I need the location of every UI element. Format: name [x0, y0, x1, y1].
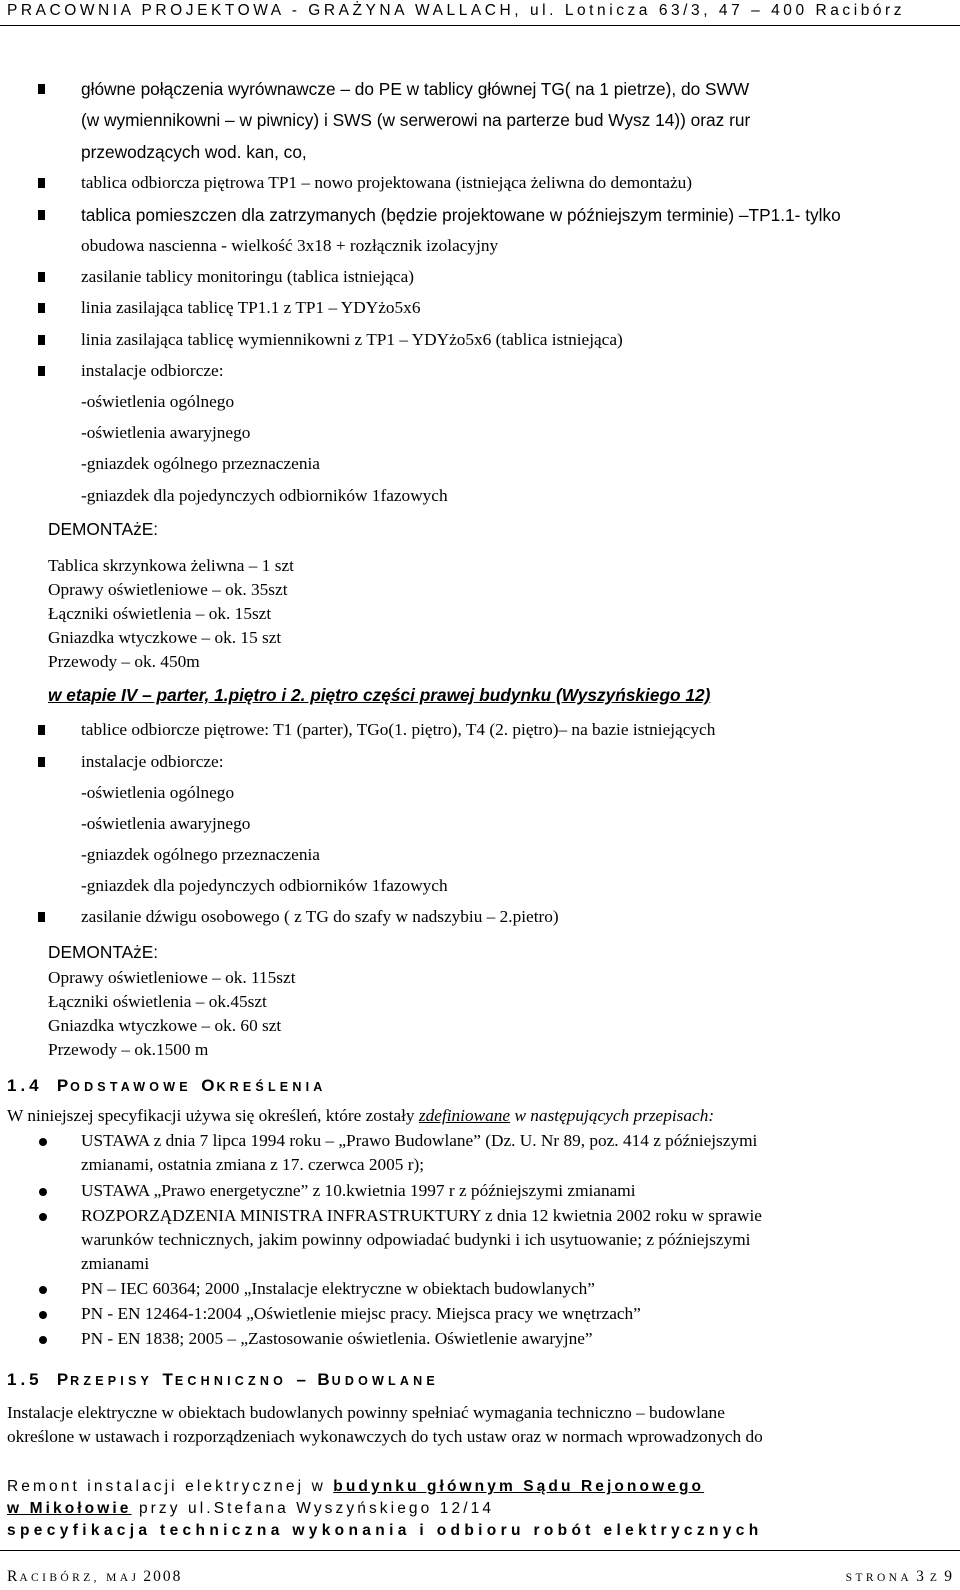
demontaz-title: DEMONTAżE:: [48, 942, 159, 962]
bullet-dot-icon: [39, 1213, 47, 1221]
bullet-dot-icon: [39, 1286, 47, 1294]
regulation-item: zmianami, ostatnia zmiana z 17. czerwca 2005 r);: [81, 1155, 425, 1174]
stage-heading: w etapie IV – parter, 1.piętro i 2. piętro części prawej budynku (Wyszyńskiego 12): [48, 685, 711, 705]
demontaz-item: Gniazdka wtyczkowe – ok. 15 szt: [48, 628, 282, 647]
bullet-dot-icon: [39, 1336, 47, 1344]
section-heading-1-4: 1.4 PODSTAWOWE OKREŚLENIA: [7, 1076, 327, 1095]
demontaz-item: Oprawy oświetleniowe – ok. 115szt: [48, 968, 296, 987]
demontaz-item: Przewody – ok. 450m: [48, 652, 200, 671]
bullet-dot-icon: [39, 1311, 47, 1319]
text-line: tablica pomieszczen dla zatrzymanych (będzie projektowane w późniejszym terminie) –TP1.1- tylko: [81, 205, 841, 225]
text-line: instalacje odbiorcze:: [81, 752, 224, 771]
page-header: PRACOWNIA PROJEKTOWA - GRAŻYNA WALLACH, ul. Lotnicza 63/3, 47 – 400 Racibórz: [7, 2, 906, 19]
footer-page-number: STRONA 3 Z 9: [845, 1568, 954, 1585]
regulation-item: PN - EN 12464-1:2004 „Oświetlenie miejsc pracy. Miejsca pracy we wnętrzach”: [81, 1304, 641, 1323]
text-line: instalacje odbiorcze:: [81, 361, 224, 380]
regulation-item: warunków technicznych, jakim powinny odpowiadać budynki i ich usytuowanie; z późniejszymi: [81, 1230, 751, 1249]
regulation-item: PN - EN 1838; 2005 – „Zastosowanie oświetlenia. Oświetlenie awaryjne”: [81, 1329, 593, 1348]
text-line: -gniazdek dla pojedynczych odbiorników 1fazowych: [81, 486, 448, 505]
bullet-square-icon: [38, 178, 45, 188]
footer-place-date: RACIBÓRZ, MAJ 2008: [7, 1568, 183, 1585]
text-line: -oświetlenia ogólnego: [81, 392, 235, 411]
bullet-square-icon: [38, 757, 45, 767]
demontaz-item: Łączniki oświetlenia – ok. 15szt: [48, 604, 272, 623]
text-line: -oświetlenia awaryjnego: [81, 814, 251, 833]
regulation-item: PN – IEC 60364; 2000 „Instalacje elektryczne w obiektach budowlanych”: [81, 1279, 595, 1298]
demontaz-item: Tablica skrzynkowa żeliwna – 1 szt: [48, 556, 294, 575]
regulation-item: zmianami: [81, 1254, 150, 1273]
header-rule: [0, 25, 960, 26]
text-line: zasilanie tablicy monitoringu (tablica istniejąca): [81, 267, 415, 286]
bullet-dot-icon: [39, 1138, 47, 1146]
text-line: -gniazdek ogólnego przeznaczenia: [81, 845, 320, 864]
text-line: -oświetlenia awaryjnego: [81, 423, 251, 442]
regulation-item: ROZPORZĄDZENIA MINISTRA INFRASTRUKTURY z dnia 12 kwietnia 2002 roku w sprawie: [81, 1206, 762, 1225]
bullet-square-icon: [38, 725, 45, 735]
paragraph-line: określone w ustawach i rozporządzeniach wykonawczych do tych ustaw oraz w normach wprowadzonych do: [7, 1427, 763, 1446]
paragraph-line: Instalacje elektryczne w obiektach budowlanych powinny spełniać wymagania techniczno – budowlane: [7, 1403, 725, 1422]
text-line: -oświetlenia ogólnego: [81, 783, 235, 802]
footer-line-1: Remont instalacji elektrycznej w budynku głównym Sądu Rejonowego: [7, 1478, 705, 1495]
text-line: -gniazdek ogólnego przeznaczenia: [81, 454, 320, 473]
bullet-square-icon: [38, 366, 45, 376]
regulation-item: USTAWA „Prawo energetyczne” z 10.kwietnia 1997 r z późniejszymi zmianami: [81, 1181, 636, 1200]
demontaz-item: Oprawy oświetleniowe – ok. 35szt: [48, 580, 288, 599]
section-intro: W niniejszej specyfikacji używa się określeń, które zostały zdefiniowane w następujących przepisach:: [7, 1106, 715, 1125]
section-heading-1-5: 1.5 PRZEPISY TECHNICZNO – BUDOWLANE: [7, 1370, 439, 1389]
bullet-square-icon: [38, 335, 45, 345]
text-line: (w wymiennikowni – w piwnicy) i SWS (w serwerowi na parterze bud Wysz 14)) oraz rur: [81, 110, 751, 130]
text-line: -gniazdek dla pojedynczych odbiorników 1fazowych: [81, 876, 448, 895]
bullet-square-icon: [38, 272, 45, 282]
text-line: linia zasilająca tablicę TP1.1 z TP1 – YDYżo5x6: [81, 298, 421, 317]
text-line: linia zasilająca tablicę wymiennikowni z TP1 – YDYżo5x6 (tablica istniejąca): [81, 330, 623, 349]
text-line: obudowa nascienna - wielkość 3x18 + rozłącznik izolacyjny: [81, 236, 499, 255]
demontaz-item: Przewody – ok.1500 m: [48, 1040, 209, 1059]
demontaz-item: Łączniki oświetlenia – ok.45szt: [48, 992, 267, 1011]
footer-rule: [0, 1550, 960, 1551]
bullet-dot-icon: [39, 1188, 47, 1196]
bullet-square-icon: [38, 912, 45, 922]
text-line: zasilanie dźwigu osobowego ( z TG do szafy w nadszybiu – 2.pietro): [81, 907, 559, 926]
bullet-square-icon: [38, 210, 45, 220]
demontaz-title: DEMONTAżE:: [48, 519, 159, 539]
demontaz-item: Gniazdka wtyczkowe – ok. 60 szt: [48, 1016, 282, 1035]
bullet-square-icon: [38, 84, 45, 94]
regulation-item: USTAWA z dnia 7 lipca 1994 roku – „Prawo Budowlane” (Dz. U. Nr 89, poz. 414 z późniejszymi: [81, 1131, 758, 1150]
footer-line-2: w Mikołowie przy ul.Stefana Wyszyńskiego 12/14: [7, 1500, 495, 1517]
text-line: tablice odbiorcze piętrowe: T1 (parter), TGo(1. piętro), T4 (2. piętro)– na bazie istniejących: [81, 720, 716, 739]
footer-line-3: specyfikacja techniczna wykonania i odbioru robót elektrycznych: [7, 1522, 763, 1539]
text-line: główne połączenia wyrównawcze – do PE w tablicy głównej TG( na 1 pietrze), do SWW: [81, 79, 750, 99]
bullet-square-icon: [38, 303, 45, 313]
text-line: tablica odbiorcza piętrowa TP1 – nowo projektowana (istniejąca żeliwna do demontażu): [81, 173, 693, 192]
text-line: przewodzących wod. kan, co,: [81, 142, 307, 162]
